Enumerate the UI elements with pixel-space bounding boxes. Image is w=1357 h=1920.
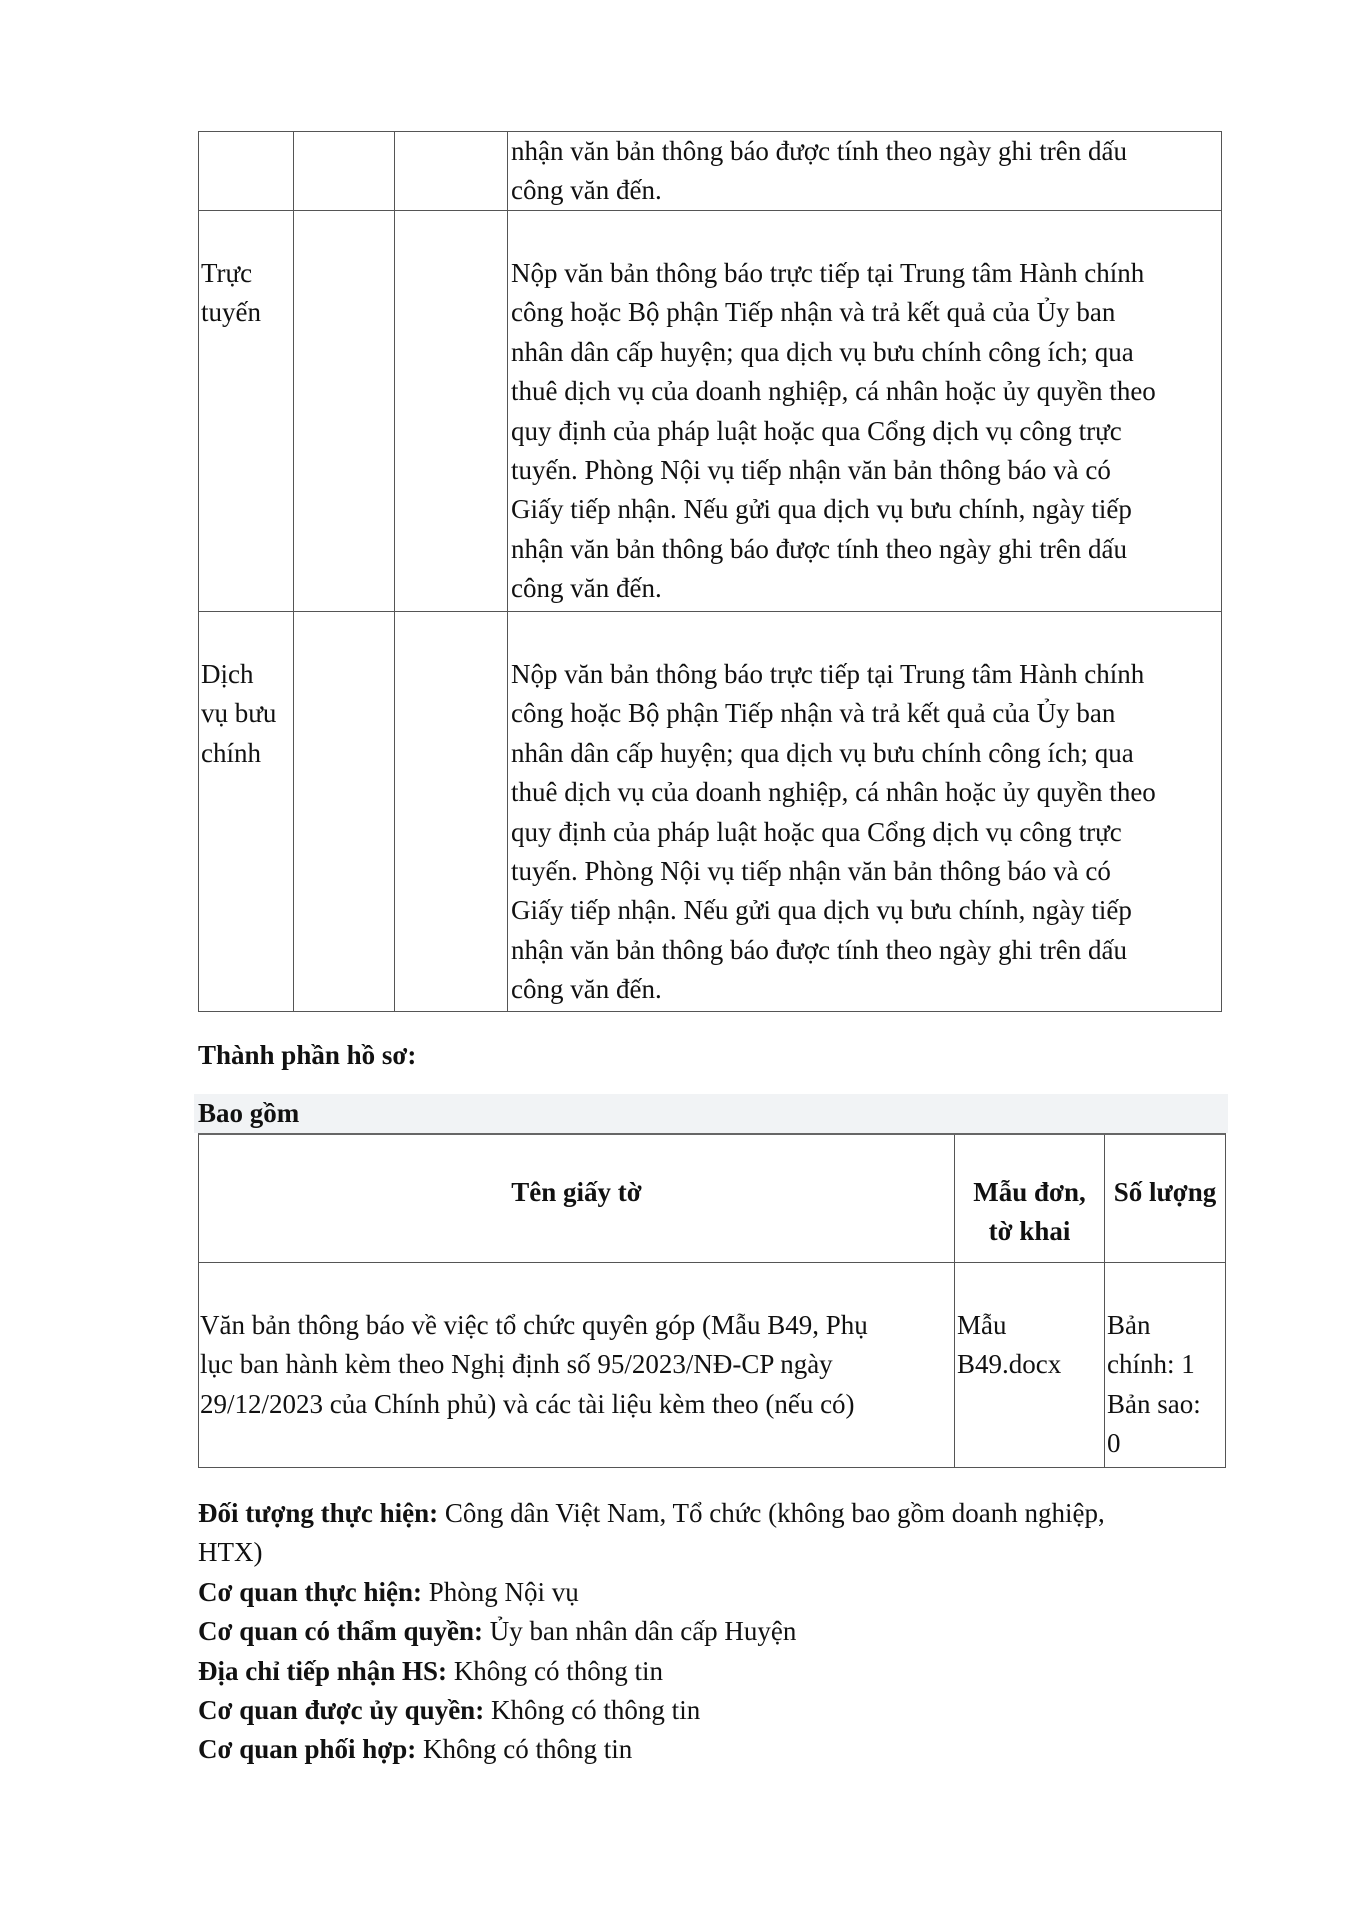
quantity-line: Bản <box>1107 1310 1151 1340</box>
dossier-table <box>198 1133 1226 1468</box>
quantity-cell <box>1107 1306 1201 1464</box>
info-value: HTX) <box>198 1537 263 1568</box>
info-value: Ủy ban nhân dân cấp Huyện <box>489 1616 797 1647</box>
document-name-line: lục ban hành kèm theo Nghị định số 95/2023/NĐ-CP ngày <box>200 1349 833 1380</box>
description-line: nhân dân cấp huyện; qua dịch vụ bưu chính công ích; qua <box>511 336 1134 367</box>
method-label: chính <box>201 737 261 768</box>
description-line: công hoặc Bộ phận Tiếp nhận và trả kết quả của Ủy ban <box>511 698 1116 729</box>
info-label: Cơ quan có thẩm quyền: <box>198 1616 484 1647</box>
column-divider <box>507 132 508 1011</box>
document-name-line: 29/12/2023 của Chính phủ) và các tài liệu kèm theo (nếu có) <box>200 1388 855 1419</box>
description-line: nhận văn bản thông báo được tính theo ngày ghi trên dấu <box>511 934 1128 965</box>
description-line: thuê dịch vụ của doanh nghiệp, cá nhân hoặc ủy quyền theo <box>511 376 1156 407</box>
form-file-line[interactable]: B49.docx <box>957 1349 1062 1380</box>
description-line: tuyến. Phòng Nội vụ tiếp nhận văn bản thông báo và có <box>511 856 1111 887</box>
quantity-line: chính: 1 <box>1107 1349 1195 1380</box>
description-line: Giấy tiếp nhận. Nếu gửi qua dịch vụ bưu chính, ngày tiếp <box>511 895 1132 926</box>
info-target-subjects <box>198 1494 1105 1533</box>
info-coordinating-agency <box>198 1730 1105 1769</box>
description-cell-postal <box>511 655 1156 1010</box>
document-name-cell <box>200 1306 868 1424</box>
description-line: Giấy tiếp nhận. Nếu gửi qua dịch vụ bưu chính, ngày tiếp <box>511 494 1132 525</box>
method-cell-online <box>201 254 261 333</box>
form-file-line[interactable]: Mẫu <box>957 1310 1007 1340</box>
description-line: Nộp văn bản thông báo trực tiếp tại Trung tâm Hành chính <box>511 258 1145 288</box>
info-value: Không có thông tin <box>423 1734 633 1765</box>
quantity-line: Bản sao: <box>1107 1388 1201 1419</box>
column-divider <box>293 132 294 1011</box>
header-name: Tên giấy tờ <box>511 1177 642 1207</box>
method-label: tuyến <box>201 297 261 328</box>
description-line: thuê dịch vụ của doanh nghiệp, cá nhân hoặc ủy quyền theo <box>511 777 1156 808</box>
submission-methods-table <box>198 131 1222 1012</box>
info-value: Phòng Nội vụ <box>428 1576 579 1607</box>
description-line: nhân dân cấp huyện; qua dịch vụ bưu chính công ích; qua <box>511 737 1134 768</box>
header-form-line: tờ khai <box>988 1216 1071 1247</box>
description-line: tuyến. Phòng Nội vụ tiếp nhận văn bản thông báo và có <box>511 455 1111 486</box>
table-row <box>511 132 1127 211</box>
group-label: Bao gồm <box>198 1098 300 1128</box>
info-label: Đối tượng thực hiện: <box>198 1498 439 1528</box>
header-form <box>955 1173 1104 1252</box>
method-label: vụ bưu <box>201 698 277 729</box>
info-executing-agency <box>198 1573 1105 1612</box>
description-cell-online <box>511 254 1156 609</box>
info-value: Không có thông tin <box>490 1695 701 1726</box>
info-block <box>198 1494 1105 1770</box>
form-file-link[interactable] <box>957 1306 1061 1385</box>
group-band <box>194 1094 1228 1133</box>
header-quantity: Số lượng <box>1113 1177 1217 1207</box>
info-value: Công dân Việt Nam, Tổ chức (không bao gồm doanh nghiệp, <box>444 1498 1105 1528</box>
info-label: Cơ quan thực hiện: <box>198 1576 422 1607</box>
info-competent-authority <box>198 1612 1105 1651</box>
info-label: Cơ quan phối hợp: <box>198 1734 417 1765</box>
info-label: Cơ quan được ủy quyền: <box>198 1695 485 1726</box>
description-line: nhận văn bản thông báo được tính theo ngày ghi trên dấu <box>511 136 1128 166</box>
quantity-line: 0 <box>1107 1428 1121 1459</box>
row-divider <box>199 1262 1225 1263</box>
description-line: công văn đến. <box>511 573 662 604</box>
description-line: nhận văn bản thông báo được tính theo ngày ghi trên dấu <box>511 533 1128 564</box>
description-line: công văn đến. <box>511 175 662 206</box>
method-cell-postal <box>201 655 276 773</box>
info-authorized-agency <box>198 1691 1105 1730</box>
description-line: công hoặc Bộ phận Tiếp nhận và trả kết quả của Ủy ban <box>511 297 1116 328</box>
description-line: quy định của pháp luật hoặc qua Cổng dịch vụ công trực <box>511 415 1122 446</box>
info-receiving-address <box>198 1652 1105 1691</box>
column-divider <box>394 132 395 1011</box>
method-label: Dịch <box>201 659 254 689</box>
header-form-line: Mẫu đơn, <box>973 1177 1086 1207</box>
info-value: Không có thông tin <box>453 1655 664 1686</box>
info-label: Địa chỉ tiếp nhận HS: <box>198 1655 448 1686</box>
description-line: Nộp văn bản thông báo trực tiếp tại Trung tâm Hành chính <box>511 659 1145 689</box>
row-divider <box>199 611 1221 612</box>
document-name-line: Văn bản thông báo về việc tổ chức quyên góp (Mẫu B49, Phụ <box>200 1310 868 1340</box>
description-line: quy định của pháp luật hoặc qua Cổng dịch vụ công trực <box>511 816 1122 847</box>
description-line: công văn đến. <box>511 974 662 1005</box>
method-label: Trực <box>201 258 253 288</box>
dossier-heading: Thành phần hồ sơ: <box>198 1040 417 1070</box>
